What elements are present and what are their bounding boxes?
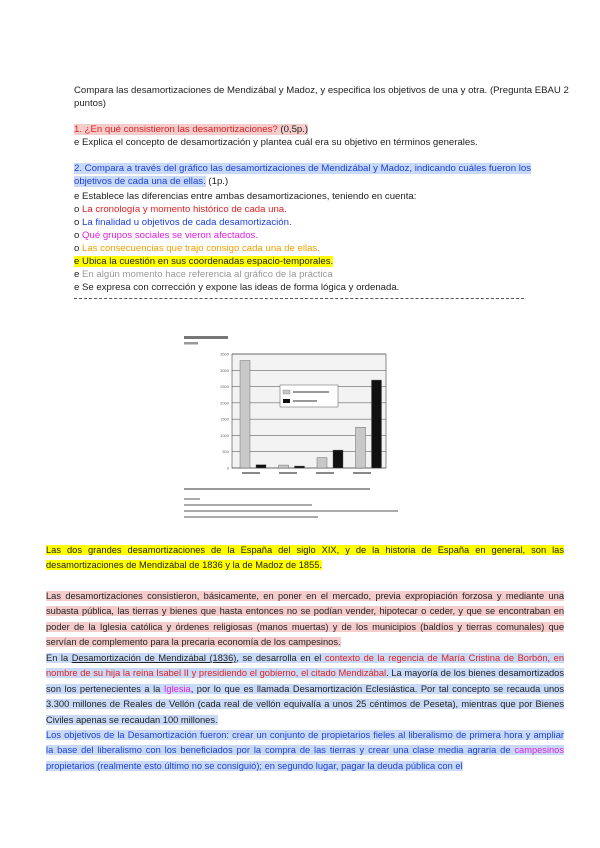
bar-series-2-cat-3 (333, 450, 343, 468)
bar-series-1-cat-4 (356, 427, 366, 468)
church-text: Iglesia (163, 683, 191, 694)
question-1-title: 1. ¿En qué consistieron las desamortizaciones? (74, 124, 278, 135)
dashed-divider (74, 298, 524, 299)
context-text: contexto de la regencia de María Cristina de Borbón, en nombre de su hija la reina Isabel II y presidiendo el gobierno, el citado Mendizábal (46, 653, 565, 679)
criteria-text: La finalidad u objetivos de cada desamortización. (82, 217, 292, 228)
bullet: o (74, 204, 83, 215)
paragraph-objectives (46, 728, 564, 774)
criteria-item-1 (74, 204, 534, 217)
question-1-points: (0,5p.) (277, 124, 309, 135)
exercise-statement: Compara las desamortizaciones de Mendizábal y Madoz, y especifica los objetivos de una y otra. (Pregunta EBAU 2 puntos) (74, 85, 569, 109)
chart-source-note-blurred (184, 488, 398, 518)
question-1 (74, 124, 534, 137)
bar-chart (176, 332, 404, 528)
bullet: o (74, 243, 83, 254)
question-2 (74, 163, 534, 188)
chart-image (176, 332, 404, 528)
question-1-criterion: e Explica el concepto de desamortización y plantea cuál era su objetivo en términos generales. (74, 137, 478, 148)
criteria-item-2 (74, 217, 534, 230)
bullet: e (74, 256, 83, 267)
bullet: o (74, 230, 83, 241)
criteria-text: La cronología y momento histórico de cada una. (82, 204, 287, 215)
bullet: o (74, 217, 83, 228)
peasants-text: campesinos (514, 745, 564, 756)
bar-series-1-cat-3 (317, 458, 327, 468)
text-segment: , por lo que es llamada Desamortización Eclesiástica. Por tal concepto se recauda unos 3.300 millones de Reales de Vellón (cada real de vellón equivalía a unos 25 céntimos de Peseta), mientras que por Bienes Civiles apenas se recaudan 100 millones. (46, 683, 564, 725)
paragraph-intro (46, 543, 564, 574)
question-2-title: 2. Compara a través del gráfico las desamortizaciones de Mendizábal y Madoz, indicando cuáles fueron los objetivos de cada una de ellas. (74, 163, 532, 187)
chart-blurred-title (184, 336, 228, 345)
criteria-text: Las consecuencias que trajo consigo cada una de ellas. (82, 243, 320, 254)
paragraph-definition-text: Las desamortizaciones consistieron, básicamente, en poner en el mercado, previa expropiación forzosa y mediante una subasta pública, las tierras y bienes que hasta entonces no se podían vender, hipotecar o ceder, y que se encontraban en poder de la Iglesia católica y órdenes religiosas (manos muertas) y de los municipios (baldíos y tierras comunales) que servían de complemento para la precaria economía de los campesinos. (46, 591, 564, 648)
bullet: e (74, 269, 83, 280)
objectives-text: Los objetivos de la Desamortización fueron: crear un conjunto de propietarios fieles al liberalismo de primera hora y ampliar la base del liberalismo con los beneficiados por la compra de las tierras y crear una clase media agraria de (46, 730, 564, 756)
question-2-points: (1p.) (205, 175, 229, 187)
criteria-text: Ubica la cuestión en sus coordenadas espacio-temporales. (82, 256, 334, 267)
paragraph-intro-text: Las dos grandes desamortizaciones de la España del siglo XIX, y de la historia de España en general, son las desamortizaciones de Mendizábal de 1836 y la de Madoz de 1855. (46, 545, 564, 571)
text-segment: . La mayoría de los bienes desamortizados son los pertenecientes a la (46, 668, 564, 694)
criteria-intro: e Establece las diferencias entre ambas desamortizaciones, teniendo en cuenta: (74, 191, 417, 202)
criteria-item-4 (74, 243, 534, 256)
chart-legend (280, 385, 338, 407)
bar-series-2-cat-1 (256, 465, 266, 468)
y-tick-label: 2000 (220, 400, 229, 406)
y-tick-label: 500 (222, 449, 229, 455)
bar-series-1-cat-1 (240, 361, 250, 468)
paragraph-mendizabal (46, 651, 564, 728)
criteria-text: Qué grupos sociales se vieron afectados. (82, 230, 259, 241)
criteria-item-3 (74, 230, 534, 243)
y-tick-label: 3000 (220, 367, 229, 373)
criteria-item-6 (74, 269, 534, 282)
y-tick-label: 1000 (220, 432, 229, 438)
text-segment: , se desarrolla en el (236, 653, 325, 663)
criteria-text: En algún momento hace referencia al gráfico de la práctica (82, 269, 333, 280)
objectives-text-cont: propietarios (realmente esto último no se consiguió); en segundo lugar, pagar la deuda pública con el (46, 760, 463, 771)
criteria-item-5 (74, 256, 534, 269)
text-segment: En la (46, 653, 72, 663)
bar-series-2-cat-2 (295, 466, 305, 468)
y-tick-label: 1500 (220, 416, 229, 422)
bullet: e (74, 282, 83, 293)
paragraph-definition (46, 589, 564, 651)
y-tick-label: 0 (226, 465, 229, 471)
y-tick-label: 3500 (220, 351, 229, 357)
bar-series-1-cat-2 (279, 465, 289, 468)
criteria-item-7 (74, 282, 534, 295)
x-tick-labels-blurred (242, 472, 371, 474)
bar-series-2-cat-4 (372, 380, 382, 468)
criteria-text: Se expresa con corrección y expone las ideas de forma lógica y ordenada. (82, 282, 400, 293)
mendizabal-link[interactable]: Desamortización de Mendizábal (1836) (71, 653, 237, 663)
y-tick-label: 2500 (220, 384, 229, 390)
